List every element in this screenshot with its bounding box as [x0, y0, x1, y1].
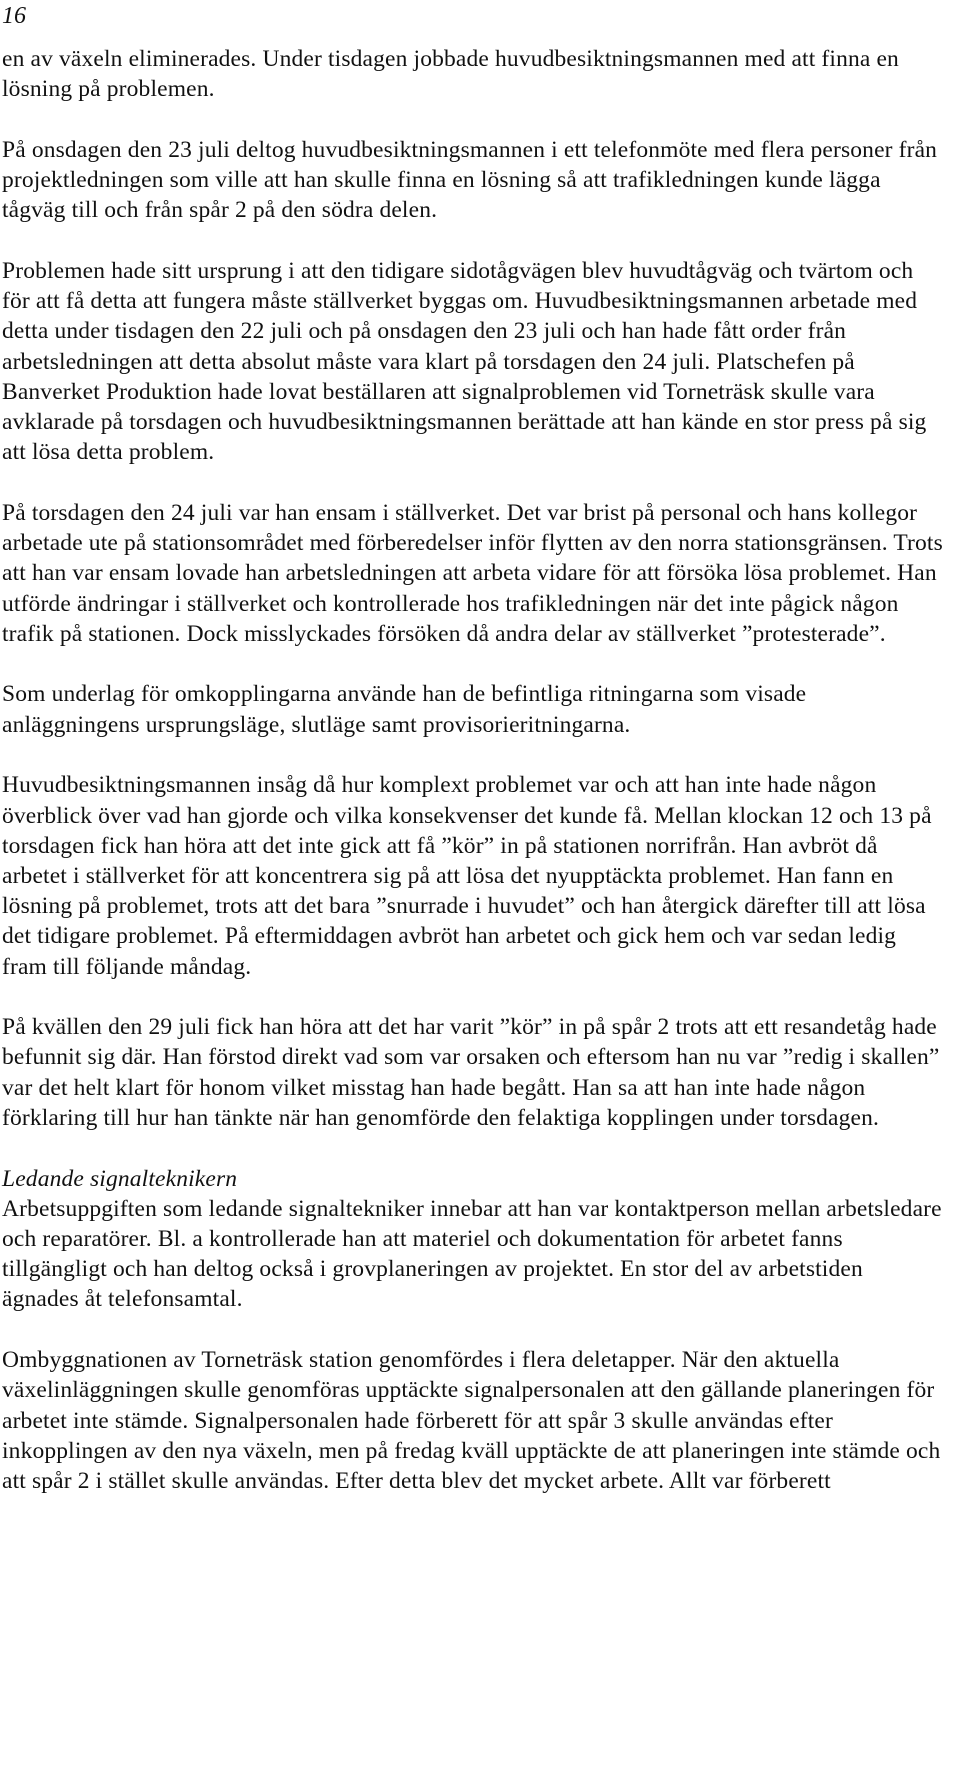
paragraph-6: Huvudbesiktningsmannen insåg då hur komplext problemet var och att han inte hade någon överblick över vad han gjorde och vilka konsekvenser det kunde få. Mellan klockan 12 och 13 på torsdagen fick han höra att det inte gick att få ”kör” in på stationen norrifrån. Han avbröt då arbetet i ställverket för att koncentrera sig på att lösa det nyupptäckta problemet. Han fann en lösning på problemet, trots att det bara ”snurrade i huvudet” och han återgick därefter till att lösa det tidigare problemet. På eftermiddagen avbröt han arbetet och gick hem och var sedan ledig fram till följande måndag.: [2, 772, 932, 980]
section-heading: Ledande signalteknikern: [2, 1165, 238, 1192]
paragraph-4: På torsdagen den 24 juli var han ensam i ställverket. Det var brist på personal och hans kollegor arbetade ute på stationsområdet med förberedelser inför flytten av den norra stationsgränsen. Trots att han var ensam lovade han arbetsledningen att arbeta vidare för att försöka lösa problemet. Han utförde ändringar i ställverket och kontrollerade hos trafikledningen när det inte pågick någon trafik på stationen. Dock misslyckades försöken då andra delar av ställverket ”protesterade”.: [2, 499, 943, 647]
section-paragraph-1: Arbetsuppgiften som ledande signaltekniker innebar att han var kontaktperson mellan arbetsledare och reparatörer. Bl. a kontrollerade han att materiel och dokumentation för arbetet fanns tillgängligt och han deltog också i grovplaneringen av projektet. En stor del av arbetstiden ägnades åt telefonsamtal.: [2, 1195, 942, 1313]
document-body: [2, 44, 944, 1496]
paragraph-5: Som underlag för omkopplingarna använde han de befintliga ritningarna som visade anläggningens ursprungsläge, slutläge samt provisorieritningarna.: [2, 681, 807, 738]
paragraph-7: På kvällen den 29 juli fick han höra att det har varit ”kör” in på spår 2 trots att ett resandetåg hade befunnit sig där. Han förstod direkt vad som var orsaken och eftersom han nu var ”redig i skallen” var det helt klart för honom vilket misstag han hade begått. Han sa att han inte hade någon förklaring till hur han tänkte när han genomförde den felaktiga kopplingen under torsdagen.: [2, 1014, 940, 1131]
page-number: 16: [2, 3, 26, 29]
paragraph-1: en av växeln eliminerades. Under tisdagen jobbade huvudbesiktningsmannen med att finna en lösning på problemen.: [2, 46, 899, 103]
paragraph-2: På onsdagen den 23 juli deltog huvudbesiktningsmannen i ett telefonmöte med flera personer från projektledningen som ville att han skulle finna en lösning så att trafikledningen kunde lägga tågväg till och från spår 2 på den södra delen.: [2, 136, 938, 224]
section-paragraph-2: Ombyggnationen av Torneträsk station genomfördes i flera deletapper. När den aktuella växelinläggningen skulle genomföras upptäckte signalpersonalen att den gällande planeringen för arbetet inte stämde. Signalpersonalen hade förberett för att spår 3 skulle användas efter inkopplingen av den nya växeln, men på fredag kväll upptäckte de att planeringen inte stämde och att spår 2 i stället skulle användas. Efter detta blev det mycket arbete. Allt var förberett: [2, 1347, 941, 1494]
paragraph-3: Problemen hade sitt ursprung i att den tidigare sidotågvägen blev huvudtågväg och tvärtom och för att få detta att fungera måste ställverket byggas om. Huvudbesiktningsmannen arbetade med detta under tisdagen den 22 juli och på onsdagen den 23 juli och han hade fått order från arbetsledningen att detta absolut måste vara klart på torsdagen den 24 juli. Platschefen på Banverket Produktion hade lovat beställaren att signalproblemen vid Torneträsk skulle vara avklarade på torsdagen och huvudbesiktningsmannen berättade att han kände en stor press på sig att lösa detta problem.: [2, 258, 927, 466]
